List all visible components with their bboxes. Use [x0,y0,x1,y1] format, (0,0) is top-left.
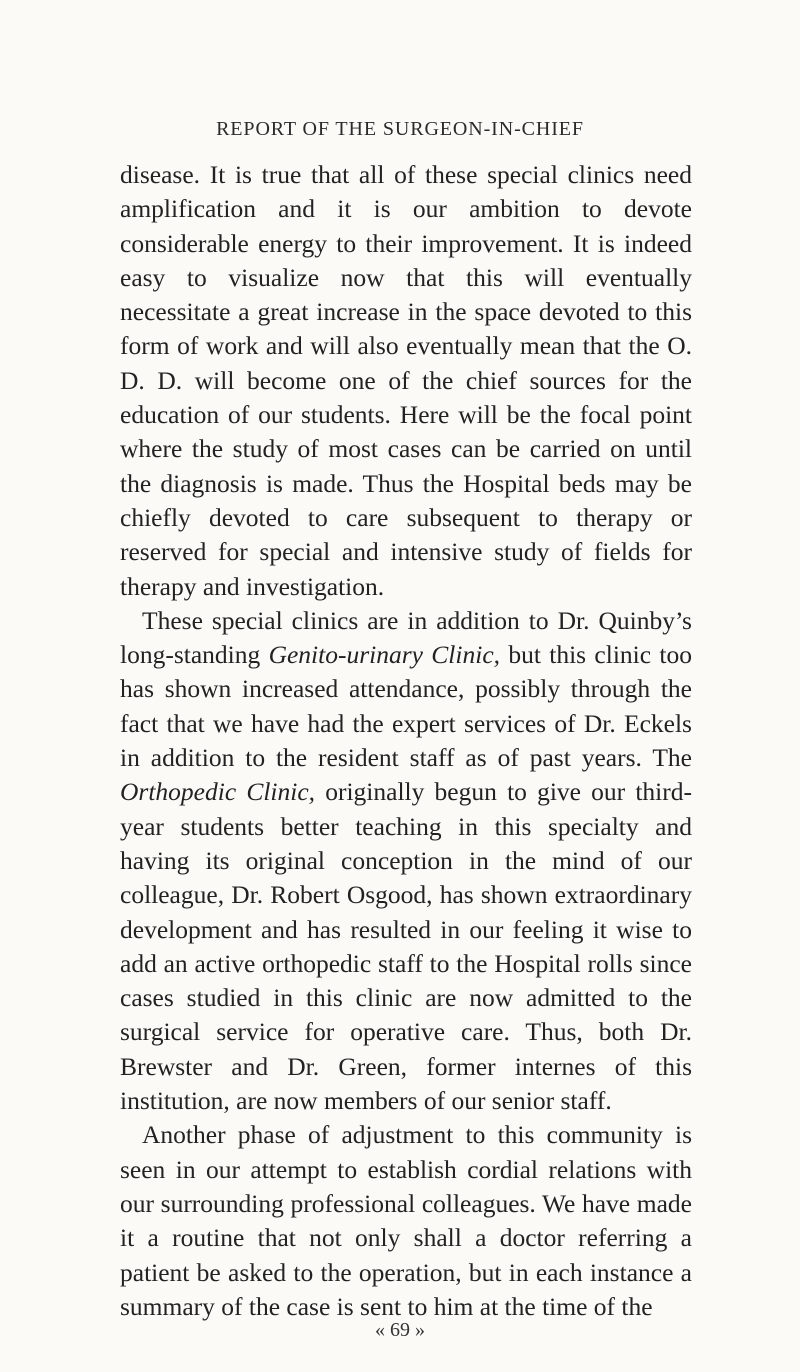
text-run: disease. It is true that all of these special clinics need amplification and it is our ambition to devote considerable energy to their improvement. It is indeed easy to visualize now that this will eventually necessitate a great increase in the space devoted to this form of work and will also eventually mean that the O. D. D. will become one of the chief sources for the education of our students. Here will be the focal point where the study of most cases can be carried on until the diagnosis is made. Thus the Hospital beds may be chiefly devoted to care subsequent to therapy or reserved for special and intensive study of fields for therapy and investigation. [120,160,692,601]
text-run: Another phase of adjustment to this community is seen in our attempt to establish cordial relations with our surrounding professional colleagues. We have made it a routine that not only shall a doctor referring a patient be asked to the operation, but in each instance a summary of the case is sent to him at the time of the [120,1120,692,1321]
running-head: REPORT OF THE SURGEON-IN-CHIEF [216,118,584,140]
text-run: but this clinic too has shown increased attendance, possibly through the fact that we have had the expert services of Dr. Eckels in addition to the resident staff as of past years. The [120,640,692,773]
paragraph-3 [120,1118,692,1324]
italic-run: Orthopedic Clinic, [120,777,316,807]
body-text [120,158,692,1324]
italic-run: Genito-urinary Clinic, [268,640,501,670]
text-run: originally begun to give our third-year students better teaching in this specialty and having its original conception in the mind of our colleague, Dr. Robert Osgood, has shown extraordinary development and has resulted in our feeling it wise to add an active orthopedic staff to the Hospital rolls since cases studied in this clinic are now admitted to the surgical service for operative care. Thus, both Dr. Brewster and Dr. Green, former internes of this institution, are now members of our senior staff. [120,777,692,1116]
paragraph-2 [120,604,692,1118]
paragraph-1 [120,158,692,604]
page-number: « 69 » [375,1319,425,1341]
text-run: These special clinics are in addition to Dr. Quinby’s long-standing [120,605,692,670]
